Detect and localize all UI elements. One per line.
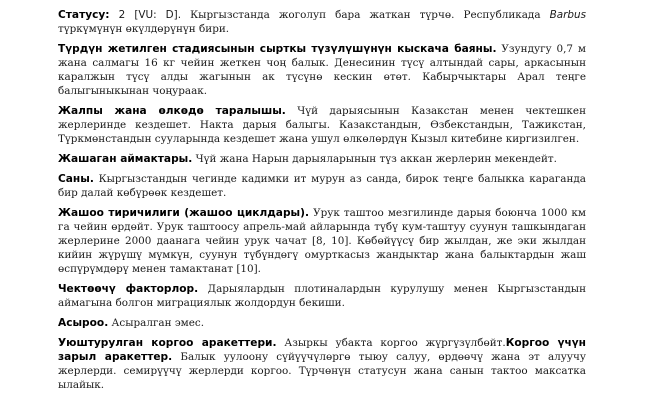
status-text: Кыргызстанда жоголуп бара жаткан түрчө. Республикада	[190, 9, 541, 21]
status-heading: Статусу:	[58, 9, 110, 21]
breeding-paragraph	[58, 316, 586, 330]
protection-paragraph	[58, 336, 586, 392]
life-cycle-paragraph	[58, 206, 586, 276]
life-cycle-heading: Жашоо тиричилиги (жашоо циклдары).	[58, 207, 309, 219]
description-heading: Түрдүн жетилген стадиясынын сырткы түзүлүшүнүн кыскача баяны.	[58, 43, 497, 55]
breeding-text: Асыралган эмес.	[111, 317, 204, 329]
distribution-heading: Жалпы жана өлкөдө таралышы.	[58, 105, 286, 117]
required-actions-text: Балык уулоону сүйүүчүлөргө тыюу салуу, өрдөөчү жана эт алуучу жерлерди. семирүүчү жерлерди коргоо. Түрчөнүн статусун жана санын тактоо максатка ылайык.	[58, 351, 586, 391]
limiting-factors-heading: Чектөөчү факторлор.	[58, 283, 199, 295]
required-actions-heading: Коргоо үчүн зарыл аракеттер.	[58, 337, 586, 363]
habitat-text: Чүй жана Нарын дарыяларынын түз аккан жерлерин мекендейт.	[195, 153, 557, 165]
description-text: Узундугу 0,7 м жана салмагы 16 кг чейин жеткен чоң балык. Денесинин түсү алтындай сары, аркасынын каралжын түсү алды жагынын ак түсүнө кескин өтөт. Кабырчыктары Арал теңге балыгыныкынан чоңураак.	[58, 43, 586, 97]
status-text-end: түркүмүнүн өкүлдөрүнүн бири.	[58, 23, 230, 35]
distribution-text: Чүй дарыясынын Казакстан менен чектешкен жерлеринде кездешет. Накта дарыя балыгы. Казакстандын, Өзбекстандын, Тажикстан, Түркмөнстандын сууларында кездешет жана ушул өлкөлөрдүн Кызыл китебине киргизилген.	[58, 105, 586, 145]
protection-heading: Уюштурулган коргоо аракеттери.	[58, 337, 277, 349]
abundance-paragraph	[58, 172, 586, 200]
limiting-factors-text: Дарыялардын плотиналардын курулушу менен Кыргызстандын аймагына болгон миграциялык жолдордун бекиши.	[58, 283, 586, 309]
abundance-text: Кыргызстандын чегинде кадимки ит мурун аз санда, бирок теңге балыкка караганда бир далай көбүрөөк кездешет.	[58, 173, 586, 199]
status-value: 2 [VU: D].	[118, 9, 182, 21]
abundance-heading: Саны.	[58, 173, 94, 185]
breeding-heading: Асыроо.	[58, 317, 109, 329]
life-cycle-text: Урук таштоо мезгилинде дарыя боюнча 1000 км га чейин өрдөйт. Урук таштоосу апрель-май айларында түбү кум-таштуу суунун ташкындаган жерлерине 2000 даанага чейин урук чачат [8, 10]. Көбөйүүсү бир жылдан, же эки жылдан кийин жүрүшү мүмкүн, суунун түбүндөгү омурткасыз жандыктар жана балыктардын жаш өспүрүмдөрү менен тамактанат [10].	[58, 207, 586, 275]
distribution-paragraph	[58, 104, 586, 146]
status-paragraph	[58, 8, 586, 36]
habitat-paragraph	[58, 152, 586, 166]
document-page	[58, 8, 586, 398]
limiting-factors-paragraph	[58, 282, 586, 310]
habitat-heading: Жашаган аймактары.	[58, 153, 193, 165]
protection-text: Азыркы убакта коргоо жүргүзүлбөйт.	[284, 337, 506, 349]
genus-name: Barbus	[549, 9, 586, 21]
description-paragraph	[58, 42, 586, 98]
